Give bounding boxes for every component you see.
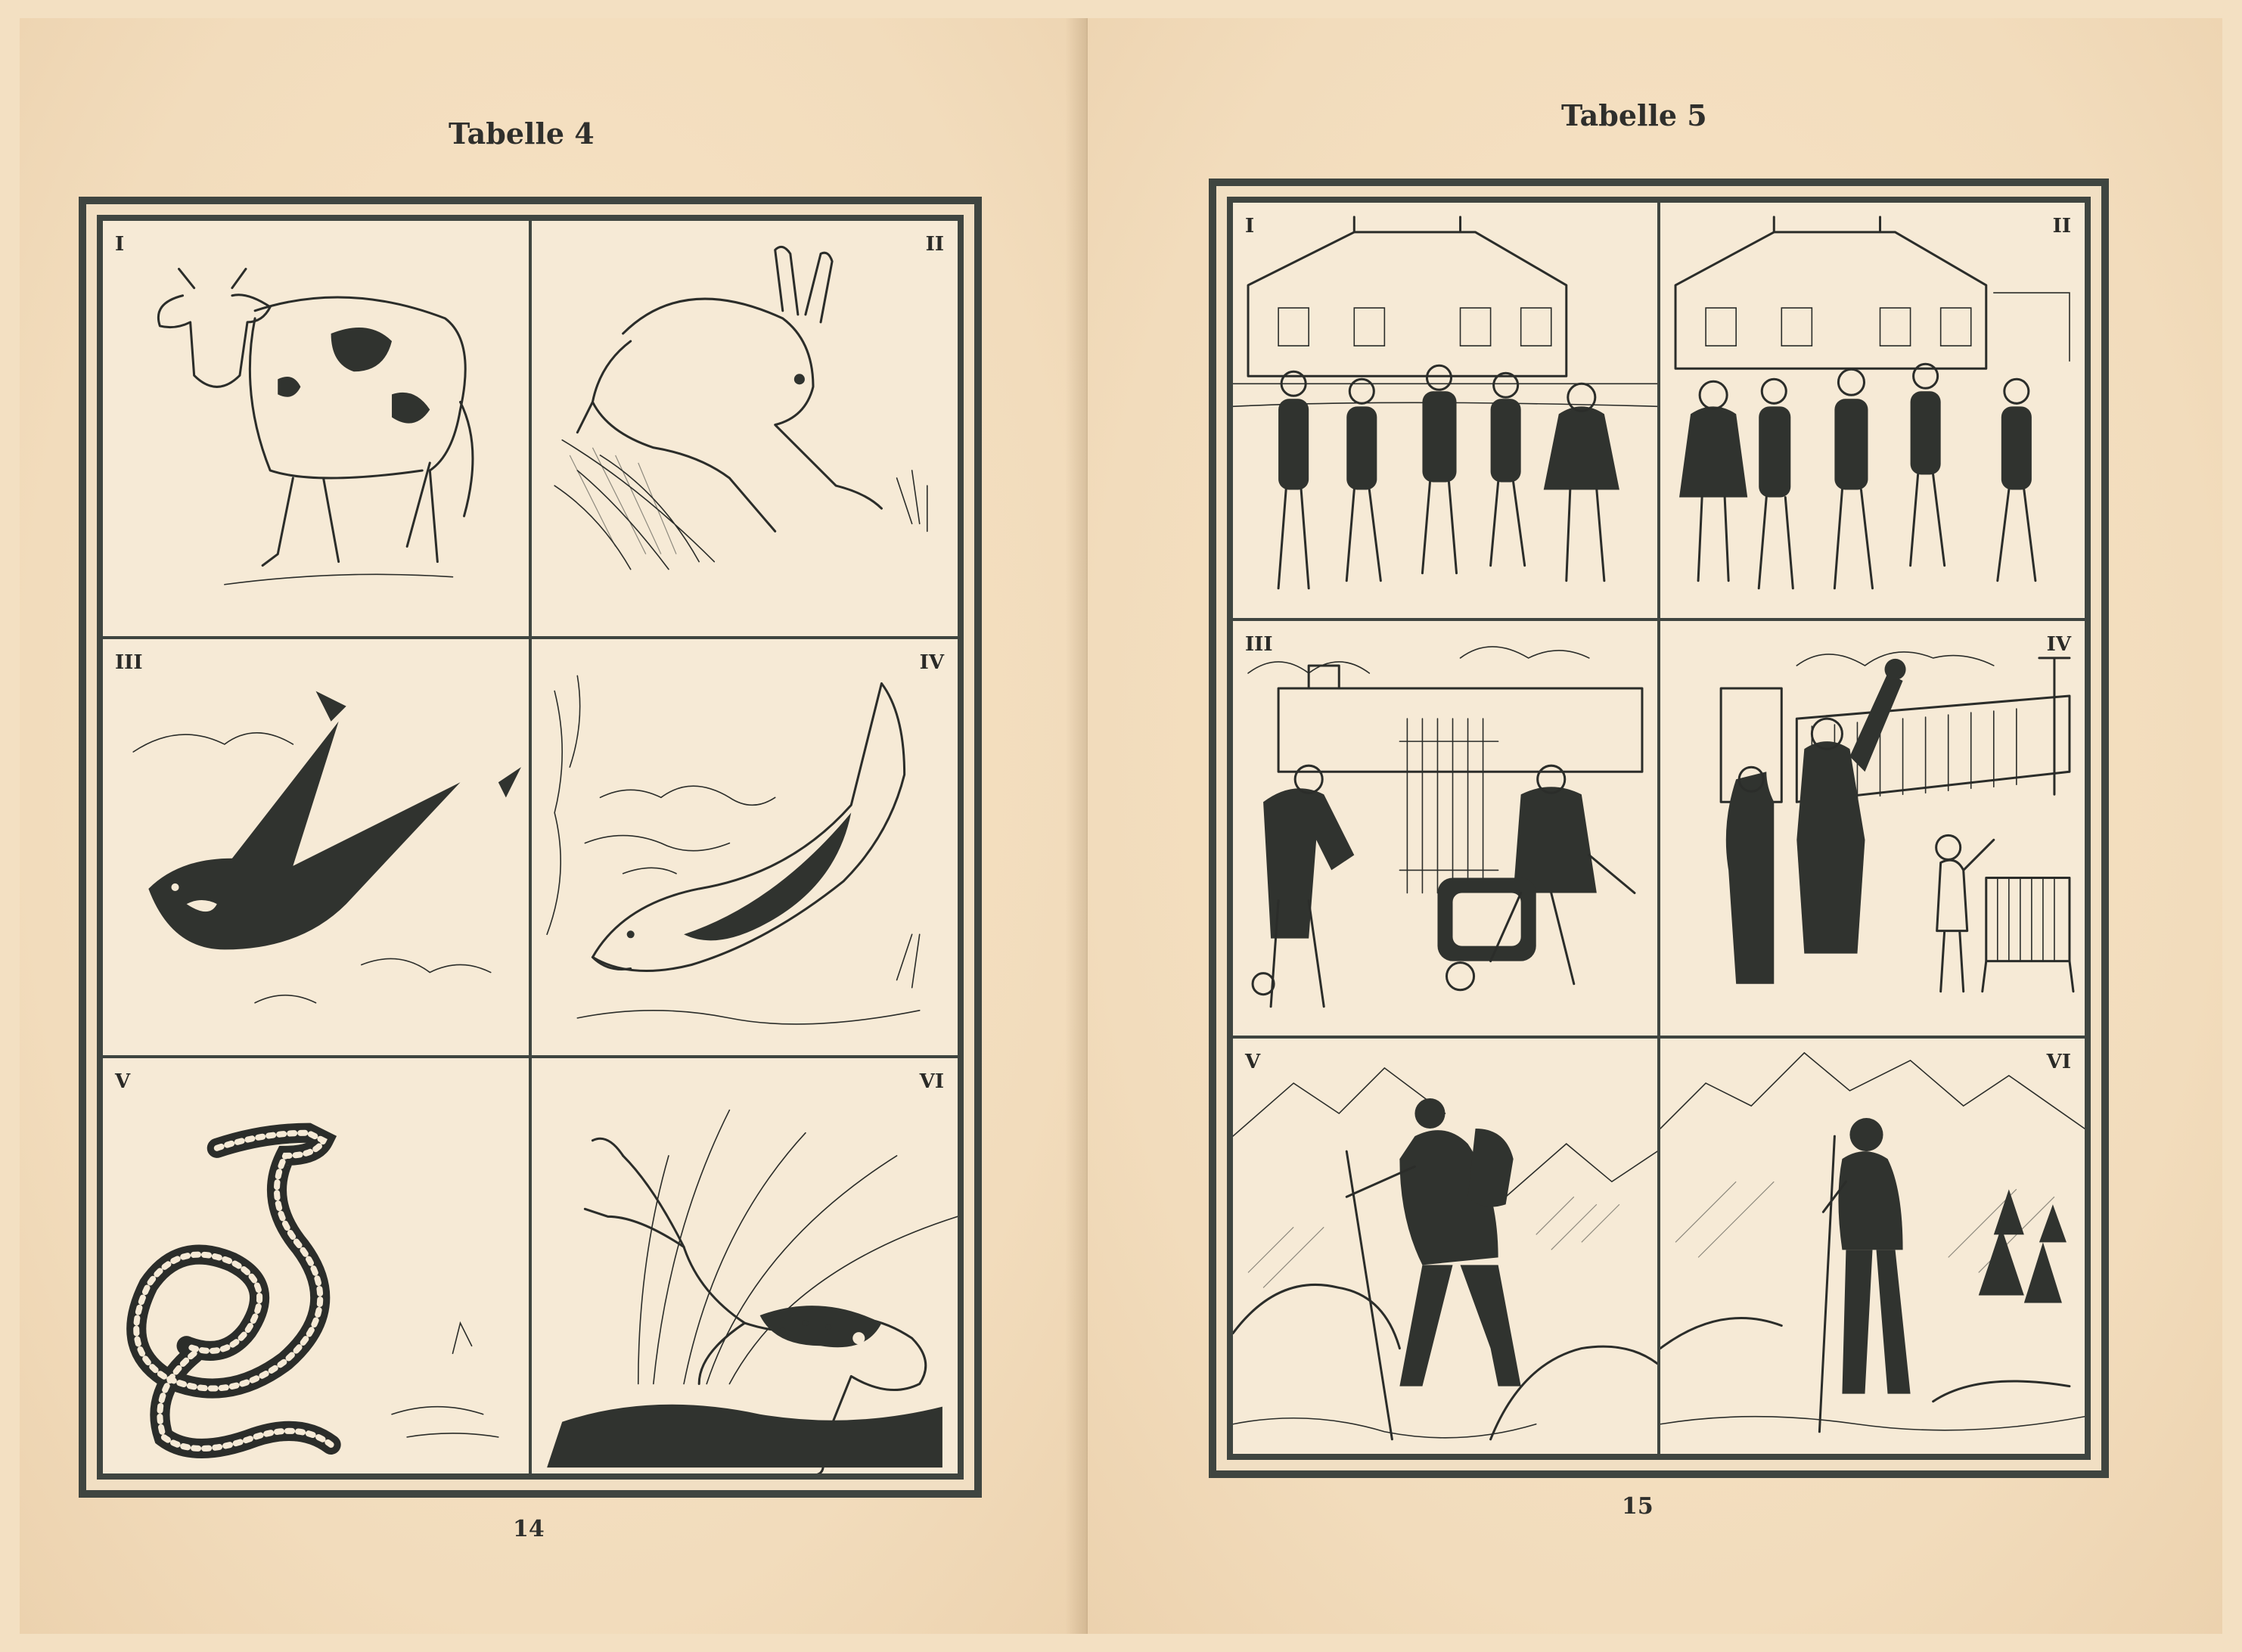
page-title: Tabelle 4 <box>449 116 595 151</box>
panel-numeral: II <box>2052 215 2071 238</box>
panel-cow <box>101 219 530 638</box>
hare-icon <box>532 221 958 636</box>
plate-frame <box>79 197 982 1498</box>
panel-station-waving <box>1659 620 2086 1038</box>
plate-frame <box>1209 179 2109 1478</box>
panel-frog <box>530 1057 959 1475</box>
panel-numeral: V <box>115 1070 131 1093</box>
panel-swallow <box>101 638 530 1056</box>
children-leaving-school-icon <box>1660 203 2085 618</box>
panel-numeral: V <box>1245 1051 1261 1074</box>
plate-grid <box>97 215 964 1480</box>
mountain-hiker-walking-icon <box>1660 1039 2085 1454</box>
panel-fish <box>530 638 959 1056</box>
panel-numeral: II <box>925 233 944 256</box>
plate-grid <box>1227 197 2091 1460</box>
panel-numeral: IV <box>919 651 944 675</box>
family-waving-at-train-icon <box>1660 621 2085 1036</box>
cow-icon <box>103 221 529 636</box>
left-page <box>20 18 1088 1634</box>
panel-numeral: VI <box>2046 1051 2071 1074</box>
panel-hare <box>530 219 959 638</box>
panel-numeral: III <box>115 651 143 675</box>
panel-numeral: IV <box>2046 632 2071 656</box>
porter-with-luggage-at-station-icon <box>1233 621 1657 1036</box>
panel-snake <box>101 1057 530 1475</box>
fish-icon <box>532 639 958 1054</box>
right-page <box>1088 18 2222 1634</box>
panel-hiker-climbing <box>1231 1037 1659 1455</box>
panel-numeral: III <box>1245 632 1273 656</box>
mountain-hiker-climbing-icon <box>1233 1039 1657 1454</box>
panel-numeral: I <box>115 233 125 256</box>
swallow-icon <box>103 639 529 1054</box>
panel-school-leaving <box>1659 201 2086 620</box>
panel-station-porter <box>1231 620 1659 1038</box>
panel-numeral: I <box>1245 215 1255 238</box>
frog-icon <box>532 1058 958 1473</box>
children-walking-to-school-icon <box>1233 203 1657 618</box>
panel-numeral: VI <box>919 1070 944 1093</box>
panel-hiker-walking <box>1659 1037 2086 1455</box>
page-number: 15 <box>1622 1493 1654 1520</box>
panel-school-arrival <box>1231 201 1659 620</box>
page-number: 14 <box>513 1516 545 1542</box>
page-title: Tabelle 5 <box>1561 98 1707 132</box>
snake-icon <box>103 1058 529 1473</box>
